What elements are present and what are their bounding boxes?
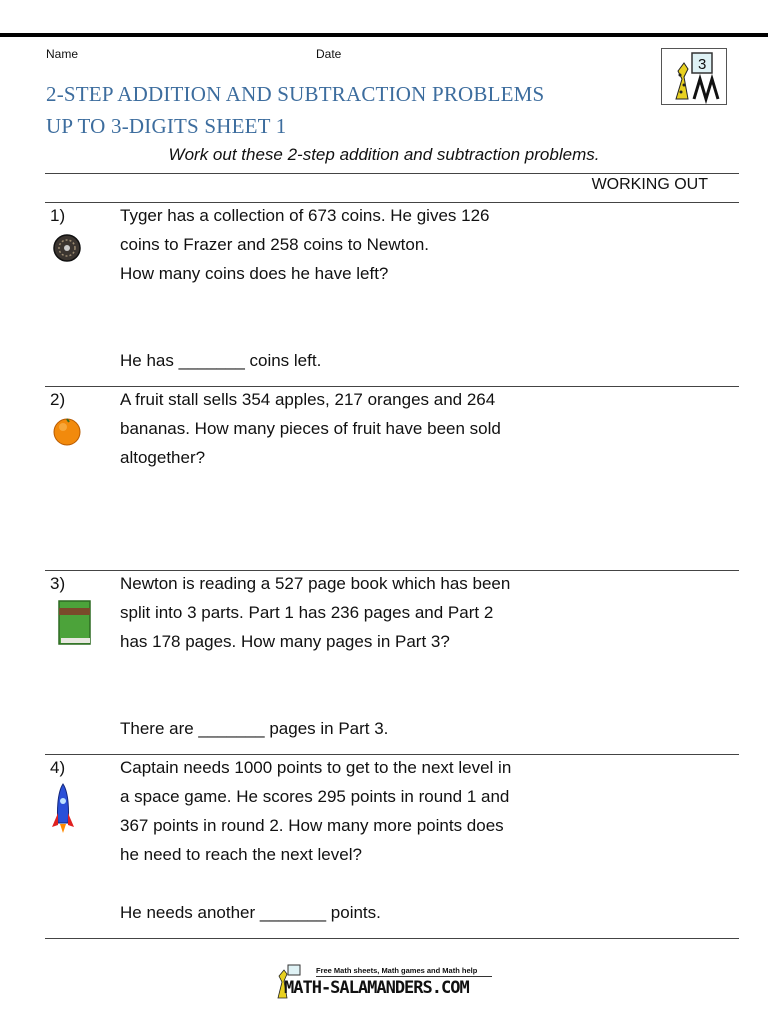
divider [45,173,739,174]
footer-logo [272,962,502,1002]
problem-number: 3) [50,574,66,593]
instruction: Work out these 2-step addition and subtraction problems. [168,145,600,164]
rocket-icon [50,783,76,840]
problem-number: 2) [50,390,66,409]
logo-number: 3 [698,56,707,73]
top-rule [0,33,768,37]
footer-underline [316,976,492,977]
orange-icon [52,416,82,451]
book-icon [58,600,92,651]
footer-tagline: Free Math sheets, Math games and Math help [316,966,478,975]
problem-number: 1) [50,206,66,225]
working-out-heading: WORKING OUT [591,176,708,193]
coin-icon [52,233,82,268]
problem-text: Tyger has a collection of 673 coins. He gives 126 coins to Frazer and 258 coins to Newton. How many coins does he have left? [120,206,490,283]
date-label: Date [316,47,342,61]
answer-line: There are _______ pages in Part 3. [120,719,389,738]
problem-number: 4) [50,758,66,777]
answer-line: He has _______ coins left. [120,351,322,370]
problem-text: Captain needs 1000 points to get to the next level in a space game. He scores 295 points in round 1 and 367 points in round 2. How many more points does he need to reach the next level? [120,758,512,864]
answer-line: He needs another _______ points. [120,903,381,922]
name-label: Name [46,47,79,61]
divider [45,938,739,939]
problem-text: Newton is reading a 527 page book which has been split into 3 parts. Part 1 has 236 pages and Part 2 has 178 pages. How many pages in Part 3? [120,574,511,651]
page-title-line2: UP TO 3-DIGITS SHEET 1 [46,114,287,138]
footer-site: MATH-SALAMANDERS.COM [284,978,469,998]
problem-text: A fruit stall sells 354 apples, 217 oranges and 264 bananas. How many pieces of fruit have been sold altogether? [120,390,501,467]
page-title-line1: 2-STEP ADDITION AND SUBTRACTION PROBLEMS [46,82,545,106]
salamander-logo [661,48,727,105]
